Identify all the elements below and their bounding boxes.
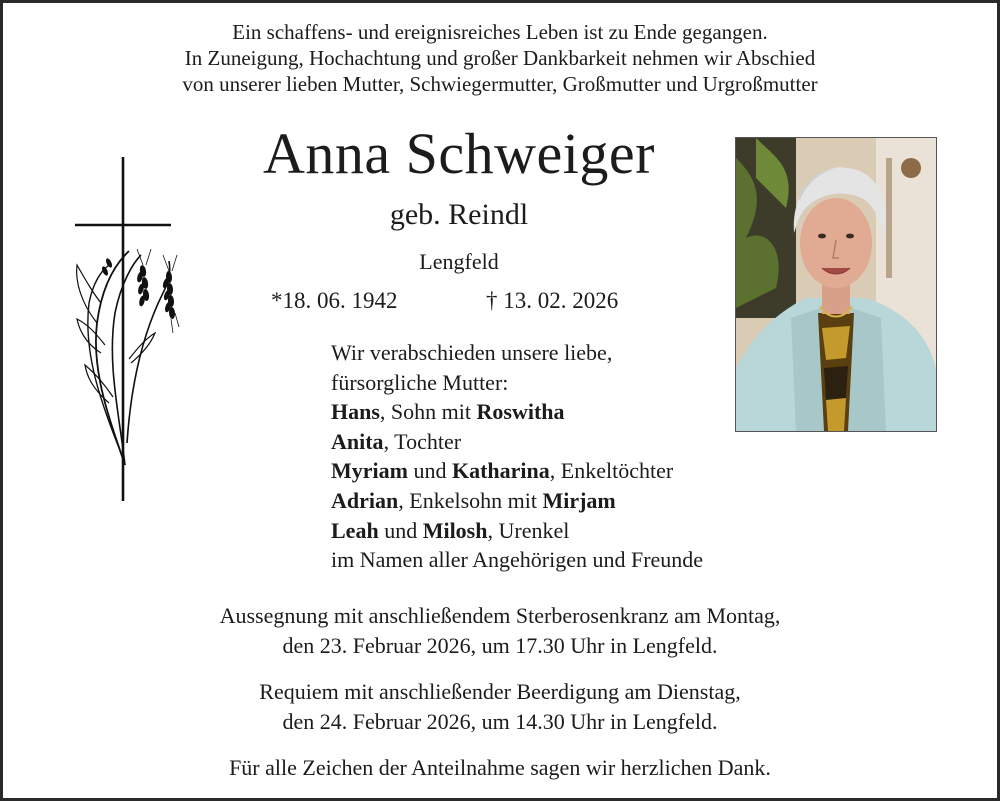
relation: , Enkelsohn mit <box>398 487 543 513</box>
relation: , Urenkel <box>487 517 570 543</box>
service-blessing <box>3 601 997 661</box>
family-line <box>331 456 851 486</box>
conjunction: und <box>407 458 452 484</box>
maiden-name: geb. Reindl <box>389 198 529 231</box>
deceased-name: Anna Schweiger <box>263 121 655 186</box>
family-line <box>331 516 851 546</box>
relation: , Tochter <box>383 428 462 454</box>
family-line: im Namen aller Angehörigen und Freunde <box>331 547 704 573</box>
hometown: Lengfeld <box>419 249 499 274</box>
intro-line: von unserer lieben Mutter, Schwiegermutter, Großmutter und Urgroßmutter <box>182 72 818 96</box>
relative-name: Mirjam <box>542 487 616 513</box>
thanks-line: Für alle Zeichen der Anteilnahme sagen wir herzlichen Dank. <box>229 755 771 780</box>
intro-line: Ein schaffens- und ereignisreiches Leben ist zu Ende gegangen. <box>232 20 768 44</box>
relative-name: Anita <box>331 428 384 454</box>
family-line <box>331 397 851 427</box>
family-line <box>331 486 851 516</box>
relative-name: Myriam <box>331 458 408 484</box>
relation: , Enkeltöchter <box>549 458 674 484</box>
intro-text <box>3 19 997 97</box>
family-list <box>331 338 851 575</box>
family-line: Wir verabschieden unsere liebe, <box>331 340 613 365</box>
service-line: den 23. Februar 2026, um 17.30 Uhr in Lengfeld. <box>282 633 718 658</box>
service-requiem <box>3 677 997 737</box>
family-line <box>331 427 851 457</box>
cross-with-wheat-icon <box>71 153 187 509</box>
relative-name: Leah <box>331 517 379 543</box>
relative-name: Hans <box>331 399 380 425</box>
relative-name: Milosh <box>422 517 488 543</box>
family-line: fürsorgliche Mutter: <box>331 369 509 395</box>
service-line: den 24. Februar 2026, um 14.30 Uhr in Lengfeld. <box>282 709 718 734</box>
relative-name: Roswitha <box>476 399 565 425</box>
relative-name: Katharina <box>451 458 550 484</box>
death-date: † 13. 02. 2026 <box>486 288 619 313</box>
relative-name: Adrian <box>331 487 399 513</box>
service-line: Aussegnung mit anschließendem Sterberosenkranz am Montag, <box>219 603 781 628</box>
birth-date: *18. 06. 1942 <box>271 288 398 313</box>
relation: , Sohn mit <box>379 399 477 425</box>
service-line: Requiem mit anschließender Beerdigung am Dienstag, <box>259 679 741 704</box>
conjunction: und <box>378 517 423 543</box>
intro-line: In Zuneigung, Hochachtung und großer Dankbarkeit nehmen wir Abschied <box>184 46 816 70</box>
